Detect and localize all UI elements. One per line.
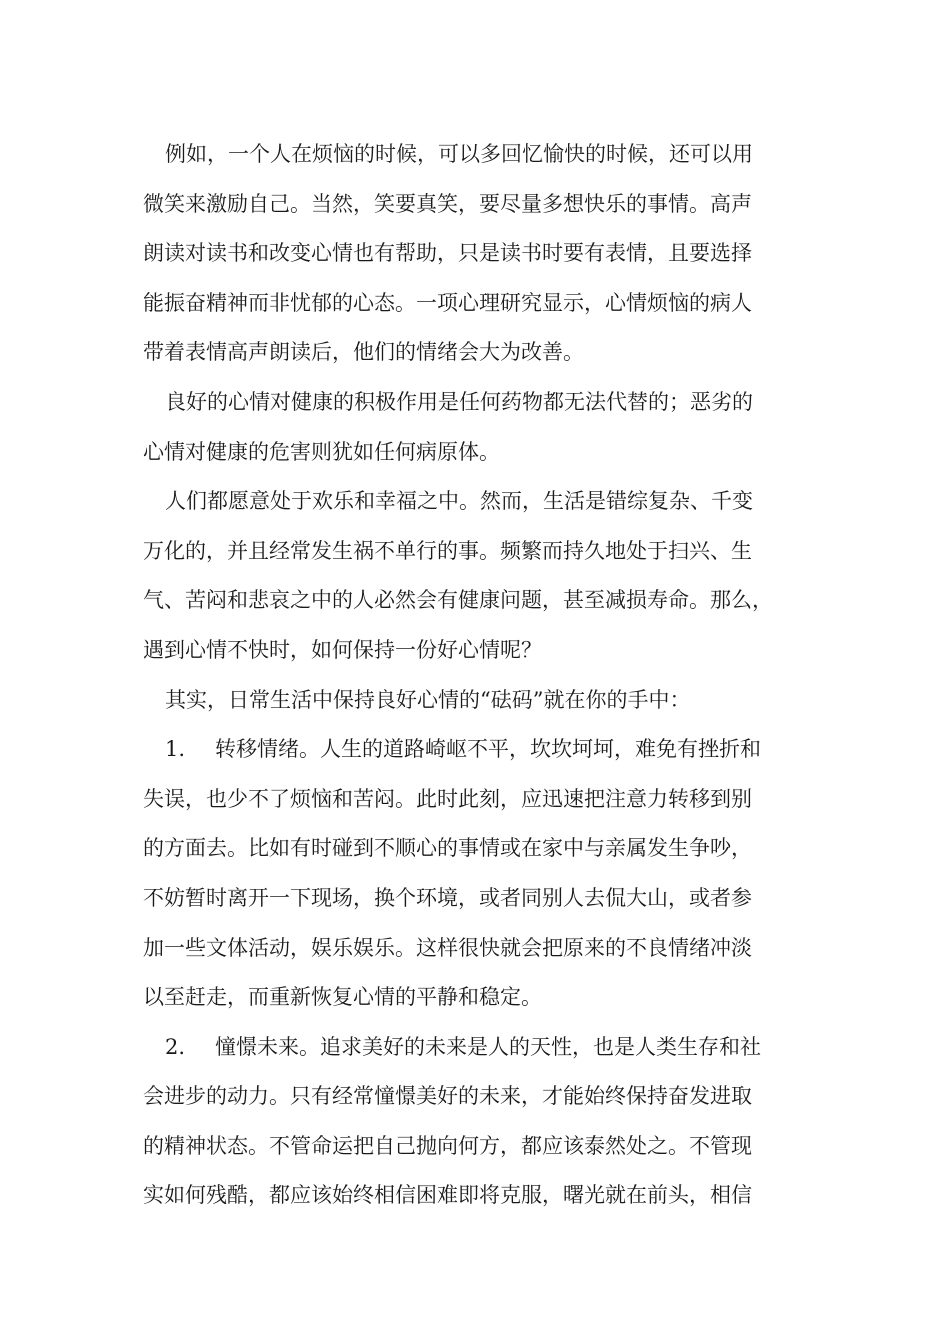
text-line: 例如，一个人在烦恼的时候，可以多回忆愉快的时候，还可以用 — [165, 142, 753, 166]
text-line: 以至赶走，而重新恢复心情的平静和稳定。 — [143, 985, 542, 1010]
text-line: 良好的心情对健康的积极作用是任何药物都无法代替的；恶劣的 — [165, 389, 753, 414]
document-page — [143, 130, 823, 1221]
text-line: 的方面去。比如有时碰到不顺心的事情或在家中与亲属发生争吵， — [143, 836, 752, 861]
text-line: 不妨暂时离开一下现场，换个环境，或者同别人去侃大山，或者参 — [143, 885, 752, 910]
item-text: 转移情绪。人生的道路崎岖不平，坎坎坷坷，难免有挫折和 — [215, 737, 761, 762]
text-line: 失误，也少不了烦恼和苦闷。此时此刻，应迅速把注意力转移到别 — [143, 786, 752, 811]
text-line: 万化的，并且经常发生祸不单行的事。频繁而持久地处于扫兴、生 — [143, 538, 752, 563]
item-number: 2. — [165, 1034, 186, 1059]
text-line: 气、苦闷和悲哀之中的人必然会有健康问题，甚至减损寿命。那么， — [143, 588, 773, 613]
text-line: 其实，日常生活中保持良好心情的“砝码”就在你的手中： — [165, 687, 691, 712]
text-line — [143, 725, 823, 775]
text-line — [143, 1023, 823, 1073]
item-number: 1. — [165, 737, 186, 762]
text-line: 加一些文体活动，娱乐娱乐。这样很快就会把原来的不良情绪冲淡 — [143, 935, 752, 960]
text-line: 能振奋精神而非忧郁的心态。一项心理研究显示，心情烦恼的病人 — [143, 290, 752, 315]
paragraph-2 — [143, 378, 823, 477]
text-line: 会进步的动力。只有经常憧憬美好的未来，才能始终保持奋发进取 — [143, 1084, 752, 1109]
text-line: 人们都愿意处于欢乐和幸福之中。然而，生活是错综复杂、千变 — [165, 489, 753, 514]
text-line: 遇到心情不快时，如何保持一份好心情呢？ — [143, 637, 542, 662]
paragraph-3 — [143, 477, 823, 675]
text-line: 实如何残酷，都应该始终相信困难即将克服，曙光就在前头，相信 — [143, 1183, 752, 1208]
numbered-item-2 — [143, 1023, 823, 1221]
text-line: 带着表情高声朗读后，他们的情绪会大为改善。 — [143, 340, 584, 365]
text-line: 心情对健康的危害则犹如任何病原体。 — [143, 439, 500, 464]
text-line: 的精神状态。不管命运把自己抛向何方，都应该泰然处之。不管现 — [143, 1133, 752, 1158]
text-line: 微笑来激励自己。当然，笑要真笑，要尽量多想快乐的事情。高声 — [143, 191, 752, 216]
text-line: 朗读对读书和改变心情也有帮助，只是读书时要有表情，且要选择 — [143, 241, 752, 266]
paragraph-1 — [143, 130, 823, 378]
numbered-item-1 — [143, 725, 823, 1023]
paragraph-4 — [143, 676, 823, 726]
item-text: 憧憬未来。追求美好的未来是人的天性，也是人类生存和社 — [215, 1034, 761, 1059]
